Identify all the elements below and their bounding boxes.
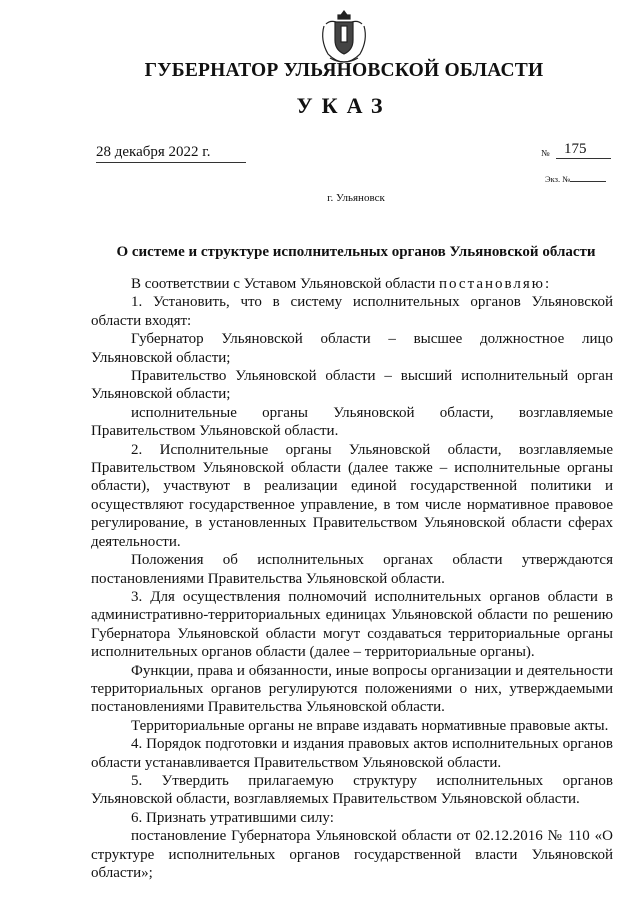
city: г. Ульяновск	[327, 192, 385, 204]
paragraph-1b: Правительство Ульяновской области – высший исполнительный орган Ульяновской области;	[91, 368, 613, 403]
copy-line	[570, 181, 606, 182]
number-label: №	[541, 148, 550, 158]
paragraph-3b: Территориальные органы не вправе издавать нормативные правовые акты.	[131, 717, 609, 734]
authority-title: ГУБЕРНАТОР УЛЬЯНОВСКОЙ ОБЛАСТИ	[144, 60, 544, 81]
paragraph-1c: исполнительные органы Ульяновской области, возглавляемые Правительством Ульяновской области.	[91, 404, 613, 440]
document-date: 28 декабря 2022 г.	[96, 144, 246, 163]
paragraph-2a: Положения об исполнительных органах области утверждаются постановлениями Правительства Ульяновской области.	[91, 552, 613, 587]
paragraph-6a: постановление Губернатора Ульяновской области от 02.12.2016 № 110 «О структуре исполнительных органов государственной власти Ульяновской области»;	[91, 828, 613, 881]
resolve-word: постановляю:	[439, 276, 552, 292]
intro-text: В соответствии с Уставом Ульяновской области	[131, 276, 436, 292]
paragraph-4: 4. Порядок подготовки и издания правовых актов исполнительных органов области устанавливается Правительством Ульяновской области.	[91, 736, 613, 771]
paragraph-intro	[91, 275, 613, 293]
decree-heading: О системе и структуре исполнительных органов Ульяновской области	[116, 244, 596, 260]
copy-number	[545, 174, 606, 184]
paragraph-1: 1. Установить, что в систему исполнительных органов Ульяновской области входят:	[91, 294, 613, 329]
document-number: 175	[556, 141, 611, 159]
paragraph-5: 5. Утвердить прилагаемую структуру исполнительных органов Ульяновской области, возглавляемых Правительством Ульяновской области.	[91, 772, 613, 808]
paragraph-3a: Функции, права и обязанности, иные вопросы организации и деятельности территориальных органов регулируются положениями о них, утверждаемыми постановлениями Правительства Ульяновской области.	[91, 662, 613, 716]
document-type: УКАЗ	[296, 93, 392, 118]
paragraph-1a: Губернатор Ульяновской области – высшее должностное лицо Ульяновской области;	[91, 331, 613, 366]
coat-of-arms-icon	[318, 8, 370, 66]
decree-body	[91, 275, 613, 882]
copy-label: Экз. №	[545, 174, 571, 184]
paragraph-2: 2. Исполнительные органы Ульяновской области, возглавляемые Правительством Ульяновской области (далее также – исполнительные органы области), участвуют в реализации единой государственной политики и осуществляют государственное управление, в том числе нормативное правовое регулирование, в установленных Правительством Ульяновской области сферах деятельности.	[91, 441, 613, 550]
paragraph-3: 3. Для осуществления полномочий исполнительных органов области в административно-территориальных единицах Ульяновской области по решению Губернатора Ульяновской области могут создаваться территориальные органы исполнительных органов области (далее – территориальные органы).	[91, 588, 613, 661]
paragraph-6: 6. Признать утратившими силу:	[131, 809, 334, 826]
